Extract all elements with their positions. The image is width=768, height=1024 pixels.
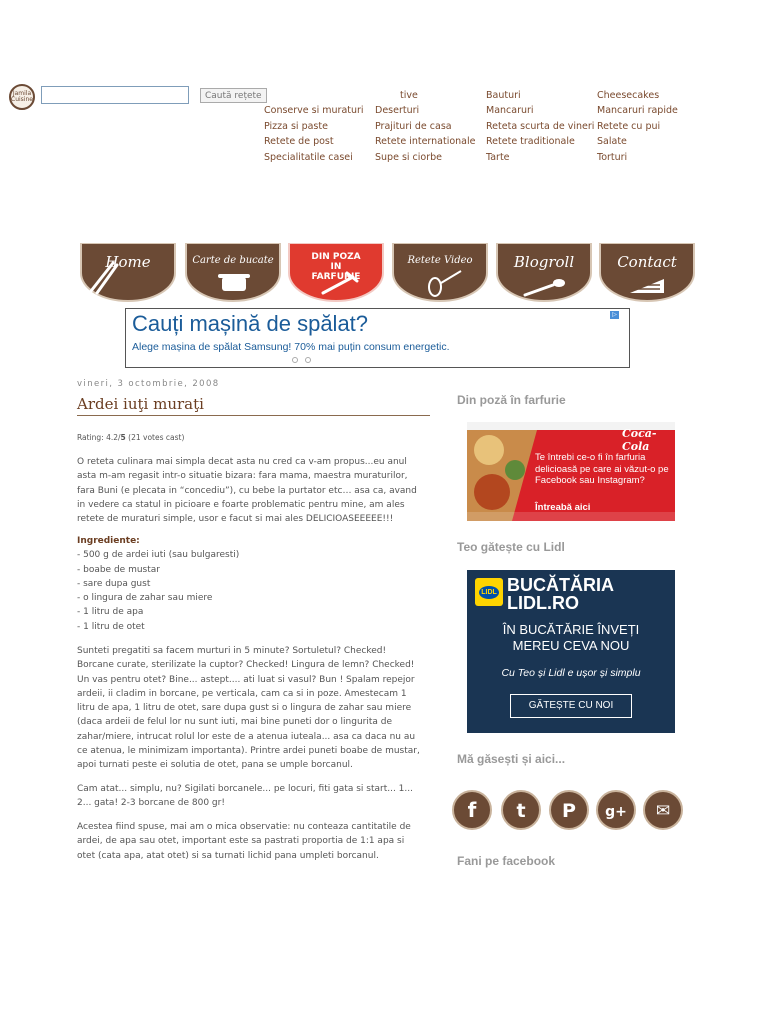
category-link[interactable]: Mancaruri rapide	[597, 105, 678, 116]
category-link[interactable]: Retete internationale	[375, 136, 476, 147]
nav-carte-de-bucate[interactable]	[184, 243, 282, 303]
ingredients	[77, 534, 422, 634]
ingredient-item: - 1 litru de apa	[77, 607, 144, 618]
coca-cola-cta[interactable]: Întreabă aici	[535, 502, 591, 513]
category-link[interactable]: Prajituri de casa	[375, 121, 452, 132]
carousel-dot[interactable]	[305, 357, 311, 363]
post-intro: O reteta culinara mai simpla decat asta nu cred ca v-am propus...eu anul asta m-am regasit intr-o situatie bizara: fara mama, maestra muraturilor, fara Buni (e plecata in “concediu”), cu bebe la purtator etc… asa ca, avand in vedere ca statul in picioare e foarte problematic pentru mine, am ales retete de muraturi simple, usor e facut si mai ales DELICIOASEEEEE!!!	[77, 457, 417, 525]
sidebar-heading: Fani pe facebook	[457, 854, 556, 868]
ingredient-item: - 500 g de ardei iuti (sau bulgaresti)	[77, 550, 240, 561]
category-link[interactable]: Deserturi	[375, 105, 420, 116]
category-link[interactable]: Retete cu pui	[597, 121, 661, 132]
nav-contact[interactable]	[598, 243, 696, 303]
category-link[interactable]: Conserve si muraturi	[264, 105, 364, 116]
rating-votes: (21 votes cast)	[125, 433, 185, 442]
post-date: vineri, 3 octombrie, 2008	[77, 379, 220, 389]
badge-shape	[184, 243, 282, 303]
sidebar-heading: Mă găsești și aici...	[457, 752, 566, 766]
coca-cola-widget[interactable]	[467, 422, 675, 521]
post-paragraph-note: Acestea fiind spuse, mai am o mica observatie: nu conteaza cantitatile de ardei, de apa sau otet, important este sa pastrati proportia de 1:1 apa si otet (cata apa, atat otet) si sa turnati lichid pana umpleti borcanul.	[77, 822, 411, 861]
ingredient-item: - boabe de mustar	[77, 564, 160, 575]
lidl-line1: ÎN BUCĂTĂRIE ÎNVEȚI	[502, 622, 640, 637]
category-link[interactable]: Pizza si paste	[264, 121, 328, 132]
lidl-logo	[475, 578, 503, 606]
category-link[interactable]: Reteta scurta de vineri	[486, 121, 595, 132]
post-title[interactable]: Ardei iuţi muraţi	[77, 395, 430, 416]
category-link[interactable]: Retete de post	[264, 136, 334, 147]
lidl-title2: LIDL.RO	[507, 593, 579, 613]
ad-banner[interactable]	[125, 308, 630, 368]
svg-text:P: P	[562, 800, 576, 822]
nav-blogroll[interactable]	[495, 243, 593, 303]
badge-shape	[391, 243, 489, 303]
sidebar-heading: Din poză în farfurie	[457, 393, 566, 407]
nav-label: Home	[105, 253, 151, 271]
badge-shape	[598, 243, 696, 303]
rating-prefix: Rating: 4.2/	[77, 433, 121, 442]
lidl-cta-button[interactable]: GĂTEȘTE CU NOI	[510, 694, 632, 718]
ingredients-title: Ingrediente:	[77, 536, 140, 546]
google-plus-icon[interactable]	[596, 790, 636, 830]
facebook-icon[interactable]	[452, 790, 492, 830]
coca-cola-logo: Coca-Cola	[622, 427, 657, 453]
category-link[interactable]: Retete traditionale	[486, 136, 575, 147]
category-link[interactable]: tive	[400, 90, 418, 101]
ingredient-item: - o lingura de zahar sau miere	[77, 593, 213, 604]
category-link[interactable]: Mancaruri	[486, 105, 534, 116]
ad-choices-icon[interactable]: ▷	[610, 311, 619, 319]
ad-headline[interactable]: Cauți mașină de spălat?	[132, 311, 369, 336]
lidl-logo-text: LIDL	[479, 586, 499, 599]
lidl-tagline: Cu Teo și Lidl e ușor și simplu	[501, 667, 641, 679]
category-link[interactable]: Specialitatile casei	[264, 152, 353, 163]
nav-home[interactable]	[79, 243, 177, 303]
nav-label: Contact	[617, 253, 677, 271]
sidebar-heading: Teo gătește cu Lidl	[457, 540, 565, 554]
post-paragraph-finish: Cam atat... simplu, nu? Sigilati borcanele... pe locuri, fiti gata si start... 1... 2... gata! 2-3 borcane de 800 gr!	[77, 784, 413, 809]
nav-label: Blogroll	[513, 253, 575, 271]
badge-shape	[79, 243, 177, 303]
pinterest-icon[interactable]	[549, 790, 589, 830]
search-button[interactable]: Caută rețete	[200, 88, 267, 103]
ad-subline[interactable]: Alege mașina de spălat Samsung! 70% mai puțin consum energetic.	[132, 341, 450, 353]
ingredient-item: - 1 litru de otet	[77, 621, 145, 632]
post-paragraph-method: Sunteti pregatiti sa facem murturi in 5 minute? Sortuletul? Checked! Borcane curate, sterilizate la cuptor? Checked! Lingura de lemn? Checked! Un vas pentru otet? Bine... astept.... ati luat si vasul? Bun ! Spalam repejor ardeii, ii cladim in borcane, pe verticala, cam ca si in poze. Amestecam 1 litru de apa, 1 litru de otet, sare dupa gust si o lingura de zahar sau miere (daca ardeii de felul lor nu sunt iuti, mai bine puneti dor o lingurita de zahar/miere, intrucat rolul lor este de a atenua iuteala... asa ca daca nu au ce atenua, le minimizam importanta). Printre ardei puneti boabe de mustar, apoi turnati peste ei solutia de otet, pana se umple borcanul.	[77, 646, 420, 771]
svg-text:g+: g+	[605, 804, 627, 820]
category-link[interactable]: Torturi	[597, 152, 628, 163]
lidl-line2: MEREU CEVA NOU	[512, 638, 630, 653]
category-link[interactable]: Tarte	[486, 152, 510, 163]
ingredient-item: - sare dupa gust	[77, 578, 151, 589]
coca-cola-text: Te întrebi ce-o fi în farfuria delicioasă pe care ai văzut-o pe Facebook sau Instagram?	[535, 452, 669, 486]
nav-din-poza-in-farfurie[interactable]	[287, 243, 385, 303]
lidl-widget[interactable]	[467, 570, 675, 733]
carousel-dot[interactable]	[292, 357, 298, 363]
post-rating	[77, 433, 184, 442]
svg-text:✉: ✉	[655, 801, 671, 821]
svg-text:t: t	[516, 800, 526, 822]
category-link[interactable]: Bauturi	[486, 90, 521, 101]
twitter-icon[interactable]	[501, 790, 541, 830]
rating-max: 5	[120, 433, 126, 442]
nav-label: Carte de bucate	[192, 255, 274, 266]
site-logo[interactable]	[9, 84, 35, 110]
category-link[interactable]: Salate	[597, 136, 627, 147]
badge-shape	[495, 243, 593, 303]
category-link[interactable]: Cheesecakes	[597, 90, 660, 101]
search-input[interactable]	[41, 86, 189, 104]
nav-label: Retete Video	[407, 255, 473, 266]
email-icon[interactable]	[643, 790, 683, 830]
svg-text:f: f	[467, 798, 477, 822]
nav-label: DIN POZA IN FARFURIE	[311, 252, 361, 282]
lidl-title1: BUCĂTĂRIA	[507, 575, 614, 595]
logo-text: Jamila Cuisine	[11, 90, 33, 103]
category-link[interactable]: Supe si ciorbe	[375, 152, 443, 163]
nav-retete-video[interactable]	[391, 243, 489, 303]
